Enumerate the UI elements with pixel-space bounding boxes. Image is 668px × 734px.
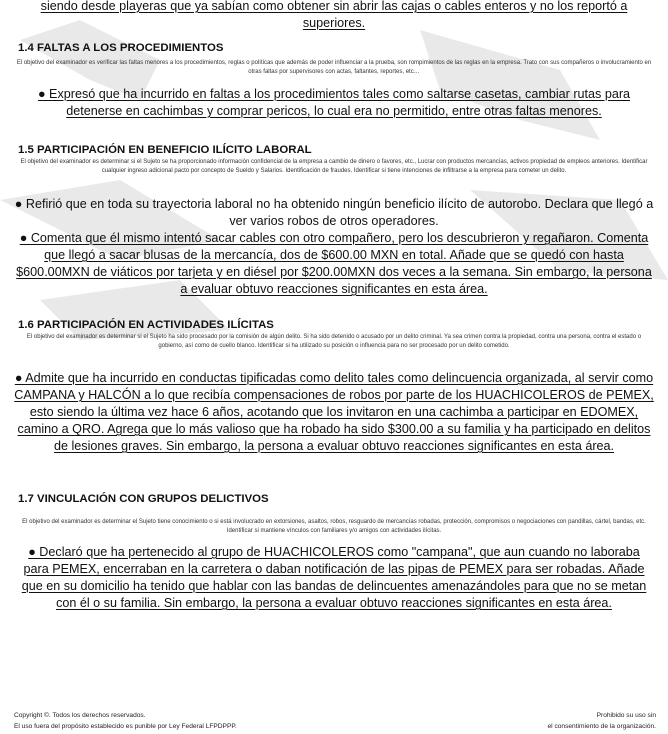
section-heading-1-4: 1.4 FALTAS A LOS PROCEDIMIENTOS (18, 42, 224, 54)
footer-copyright: Copyright ©. Todos los derechos reservados. (14, 712, 146, 719)
section-finding-1-7: ● Declaró que ha pertenecido al grupo de HUACHICOLEROS como "campana", que aun cuando no laboraba para PEMEX, encerraban en la carretera o daban notificación de las pipas de PEMEX para ser robadas. Añade que en su domicilio ha tenido que hablar con las bandas de delincuentes amenazándoles para que no se metan con él o su familia. Sin embargo, la persona a evaluar obtuvo reacciones significantes en esta área. (21, 545, 647, 610)
section-heading-1-6: 1.6 PARTICIPACIÓN EN ACTIVIDADES ILÍCITAS (18, 319, 274, 331)
footer-legal: El uso fuera del propósito establecido es punible por Ley Federal LFPDPPP. (14, 723, 237, 730)
section-heading-1-7: 1.7 VINCULACIÓN CON GRUPOS DELICTIVOS (18, 493, 269, 505)
section-heading-1-5: 1.5 PARTICIPACIÓN EN BENEFICIO ILÍCITO LABORAL (18, 144, 312, 156)
section-objective-1-5: El objetivo del examinador es determinar si el Sujeto se ha proporcionado información confidencial de la empresa a cambio de dinero o favores, etc., Lucrar con productos mercancías, activos propiedad de empleos anteriores. Identificar cualquier ingreso adicional pacto por concepto de Sueldo y Salarios. Identificación de fraudes. Identificar si tiene intenciones de infiltrarse a la empresa para cometer un delito. (20, 159, 648, 174)
intro-finding: siendo desde playeras que ya sabían como obtener sin abrir las cajas o cables enteros y no los reportó a superiores. (40, 0, 628, 30)
footer-prohibited: Prohibido su uso sin (596, 712, 656, 719)
section-finding-1-6: ● Admite que ha incurrido en conductas tipificadas como delito tales como delincuencia organizada, al servir como CAMPANA y HALCÓN a lo que recibía compensaciones de robos por parte de los HUACHICOLEROS de PEMEX, esto siendo la última vez hace 6 años, acotando que los invitaron en una cachimba a participar en EDOMEX, camino a QRO. Agrega que lo más valioso que ha robado ha sido $300.00 a su familia y ha participado en delitos de lesiones graves. Sin embargo, la persona a evaluar obtuvo reacciones significantes en esta área. (14, 371, 654, 453)
footer-consent: el consentimiento de la organización. (547, 723, 656, 730)
section-finding-1-4: ● Expresó que ha incurrido en faltas a los procedimientos tales como saltarse casetas, cambiar rutas para detenerse en cachimbas y comprar pericos, lo cual era no permitido, entre otras faltas menores. (37, 87, 631, 118)
section-objective-1-4: El objetivo del examinador es verificar las faltas menores a los procedimientos, reglas o políticas que además de poder influenciar a la prueba, son rompimientos de las reglas en la empresa. Trato con sus compañeros o involucramiento en otras faltas por supervisores con actas, faltantes, reportes, etc… (16, 60, 652, 75)
section-objective-1-7: El objetivo del examinador es determinar el Sujeto tiene conocimiento o si está involucrado en extorsiones, asaltos, robos, resguardo de mercancías robadas, protección, compromisos o negociaciones con pandillas, cártel, bandas, etc. Identificar si mantiene vínculos con familiares y/o amigos con actividades ilícitas. (22, 519, 646, 534)
section-finding-1-5-a: ● Refirió que en toda su trayectoria laboral no ha obtenido ningún beneficio ilícito de autorobo. Declara que llegó a ver varios robos de otros operadores. (14, 197, 654, 228)
section-objective-1-6: El objetivo del examinador es determinar si el Sujeto ha sido procesado por la comisión de algún delito. Si ha sido detenido o acusado por un delito criminal. Ya sea crimen contra la propiedad, contra una persona, contra el estado o gobierno, así como de cuello blanco. Identificar si ha utilizado su posición o influencia para no ser procesado por un delito cometido. (26, 334, 642, 349)
section-finding-1-5-b: ● Comenta que él mismo intentó sacar cables con otro compañero, pero los descubrieron y regañaron. Comenta que llegó a sacar blusas de la mercancía, dos de $600.00 MXN en total. Añade que se quedó con hasta $600.00MXN de viáticos por tarjeta y en diésel por $200.00MXN dos veces a la semana. Sin embargo, la persona a evaluar obtuvo reacciones significantes en esta área. (16, 231, 652, 296)
